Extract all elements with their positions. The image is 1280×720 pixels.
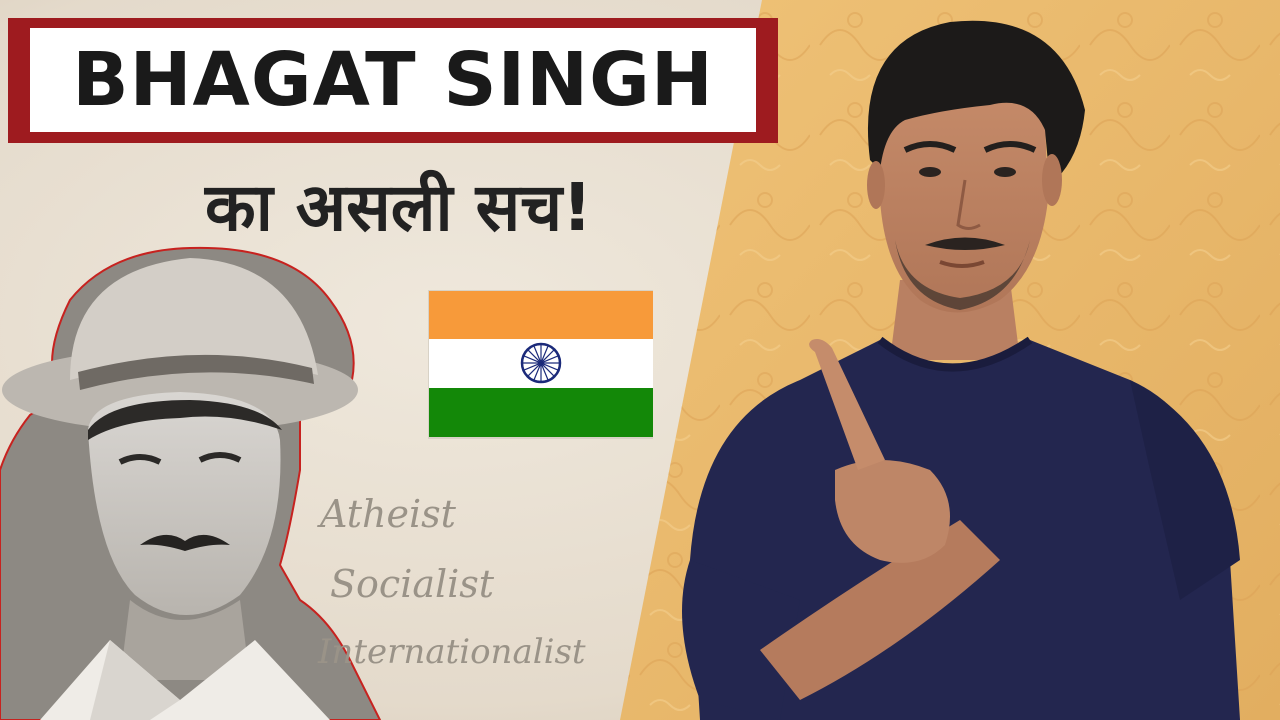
trait-atheist: Atheist bbox=[320, 492, 456, 536]
title-banner bbox=[8, 18, 778, 143]
trait-socialist: Socialist bbox=[330, 562, 495, 606]
video-title: BHAGAT SINGH bbox=[72, 37, 714, 123]
traits-list bbox=[318, 492, 628, 685]
indian-flag-icon bbox=[428, 290, 653, 439]
trait-internationalist: Internationalist bbox=[318, 632, 586, 672]
ashoka-chakra-icon bbox=[522, 344, 560, 382]
hindi-subtitle: का असली सच! bbox=[205, 169, 593, 246]
title-box bbox=[30, 28, 756, 132]
